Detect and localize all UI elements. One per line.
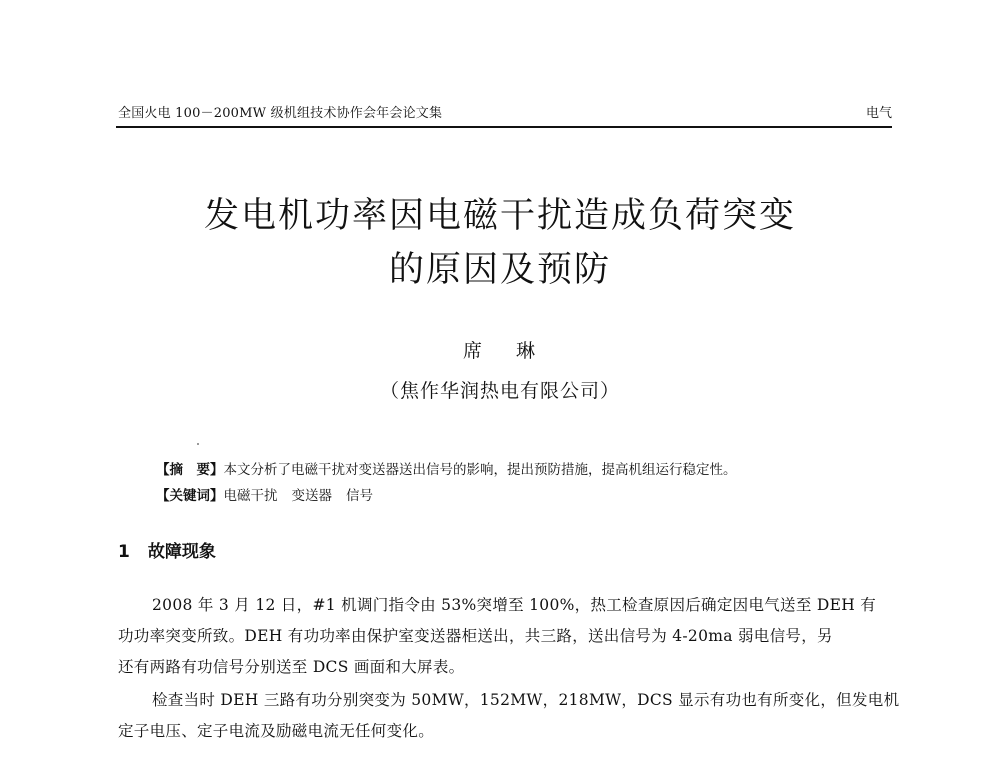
- section-title: 故障现象: [147, 542, 216, 562]
- keyword-item: 信号: [346, 488, 373, 504]
- body-text-line: 2008 年 3 月 12 日，#1 机调门指令由 53%突增至 100%，热工检查原因后确定因电气送至 DEH 有: [152, 596, 877, 614]
- abstract: [156, 459, 737, 481]
- scan-speck: [197, 443, 199, 445]
- body-text-line: 检查当时 DEH 三路有功分别突变为 50MW，152MW，218MW，DCS 显示有功也有所变化，但发电机: [152, 691, 900, 709]
- keyword-item: 变送器: [291, 488, 332, 504]
- section-number: 1: [118, 542, 130, 562]
- section-label: 电气: [865, 106, 892, 121]
- author-affiliation: （焦作华润热电有限公司）: [379, 380, 620, 402]
- body-text-line: 定子电压、定子电流及励磁电流无任何变化。: [118, 722, 435, 740]
- body-text-line: 功功率突变所致。DEH 有功功率由保护室变送器柜送出，共三路，送出信号为 4-20ma 弱电信号，另: [118, 627, 833, 645]
- journal-name: 全国火电 100－200MW 级机组技术协作会年会论文集: [118, 106, 443, 121]
- paper-title-line-2: 的原因及预防: [388, 250, 611, 290]
- keywords: [156, 485, 387, 507]
- body-text-line: 还有两路有功信号分别送至 DCS 画面和大屏表。: [118, 658, 465, 676]
- header-rule: [116, 126, 892, 128]
- author-name: 席 琳: [462, 340, 550, 362]
- section-heading: [118, 540, 216, 564]
- running-header: [118, 102, 892, 126]
- paper-title-line-1: 发电机功率因电磁干扰造成负荷突变: [203, 196, 796, 236]
- abstract-tag: 【摘 要】: [156, 462, 224, 478]
- abstract-text: 本文分析了电磁干扰对变送器送出信号的影响，提出预防措施，提高机组运行稳定性。: [223, 462, 737, 478]
- keyword-item: 电磁干扰: [223, 488, 278, 504]
- keywords-tag: 【关键词】: [156, 488, 224, 504]
